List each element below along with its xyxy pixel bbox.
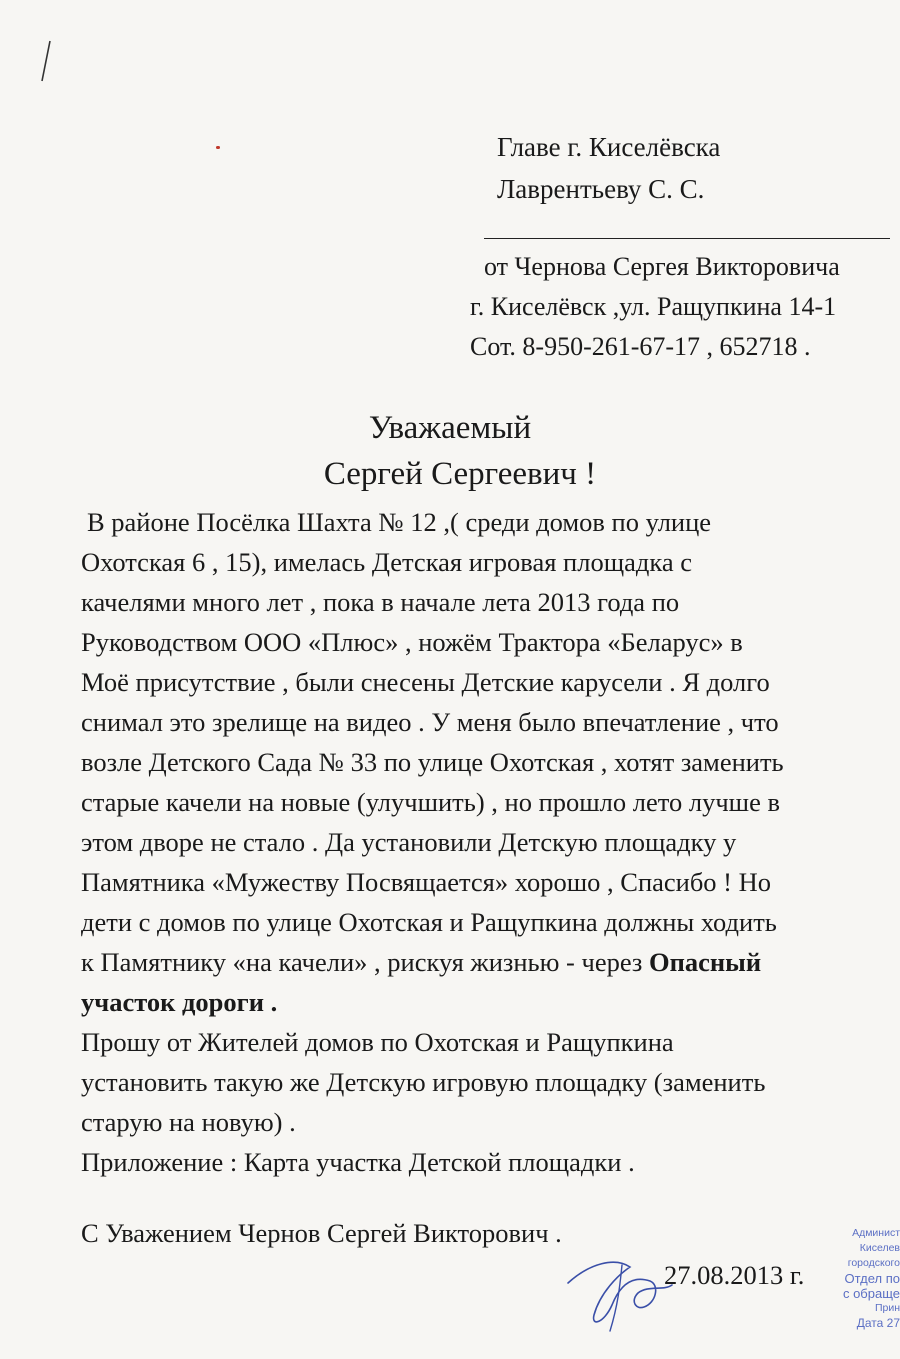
body-line <box>81 942 891 982</box>
stamp-text: городского <box>847 1257 900 1269</box>
body-emphasis: участок дороги . <box>81 987 278 1017</box>
stamp-text: Отдел по <box>844 1271 900 1286</box>
request-line: старую на новую) . <box>81 1107 296 1137</box>
pen-stroke-mark <box>40 40 52 82</box>
salutation-line-1: Уважаемый <box>368 410 532 446</box>
attachment-line: Приложение : Карта участка Детской площадки . <box>81 1147 635 1177</box>
body-line: снимал это зрелище на видео . У меня было впечатление , что <box>81 707 779 737</box>
body-line: Моё присутствие , были снесены Детские карусели . Я долго <box>81 667 770 697</box>
salutation <box>0 405 900 497</box>
body-line: Памятника «Мужеству Посвящается» хорошо , Спасибо ! Но <box>81 867 772 897</box>
letter-body <box>81 502 891 1182</box>
body-line: качелями много лет , пока в начале лета 2013 года по <box>81 587 680 617</box>
request-line: установить такую же Детскую игровую площадку (заменить <box>81 1067 766 1097</box>
sender-address: г. Киселёвск ,ул. Ращупкина 14-1 <box>470 292 837 321</box>
addressee-line-1: Главе г. Киселёвска <box>497 132 721 162</box>
stamp-text: Дата 27 <box>856 1316 900 1330</box>
ink-speck <box>216 146 220 149</box>
body-line: возле Детского Сада № 33 по улице Охотская , хотят заменить <box>81 747 784 777</box>
stamp-text: Киселев <box>859 1242 900 1254</box>
sender-phone: Сот. 8-950-261-67-17 , 652718 . <box>470 332 811 361</box>
separator-line <box>484 238 890 239</box>
body-line <box>81 982 891 1022</box>
stamp-text: Прин <box>874 1302 900 1314</box>
body-line: В районе Посёлка Шахта № 12 ,( среди домов по улице <box>87 507 712 537</box>
stamp-text: с обраще <box>842 1286 900 1301</box>
request-line: Прошу от Жителей домов по Охотская и Ращупкина <box>81 1027 674 1057</box>
closing-line: С Уважением Чернов Сергей Викторович . <box>81 1218 562 1248</box>
addressee-block <box>497 126 720 210</box>
body-line: Руководством ООО «Плюс» , ножём Трактора «Беларус» в <box>81 627 743 657</box>
sender-name: от Чернова Сергея Викторовича <box>484 252 840 281</box>
stamp-text: Админист <box>852 1227 900 1239</box>
body-line: старые качели на новые (улучшить) , но прошло лето лучше в <box>81 787 780 817</box>
body-line: Охотская 6 , 15), имелась Детская игровая площадка с <box>81 547 692 577</box>
handwritten-signature <box>560 1245 680 1335</box>
body-line: дети с домов по улице Охотская и Ращупкина должны ходить <box>81 907 777 937</box>
sender-block <box>470 247 840 367</box>
body-line-text: к Памятнику «на качели» , рискуя жизнью - через <box>81 947 650 977</box>
body-emphasis: Опасный <box>649 947 762 977</box>
salutation-line-2: Сергей Сергеевич ! <box>323 456 597 492</box>
addressee-line-2: Лаврентьеву С. С. <box>497 174 705 204</box>
registration-stamp <box>822 1226 900 1359</box>
body-line: этом дворе не стало . Да установили Детскую площадку у <box>81 827 737 857</box>
letter-date: 27.08.2013 г. <box>664 1260 805 1290</box>
